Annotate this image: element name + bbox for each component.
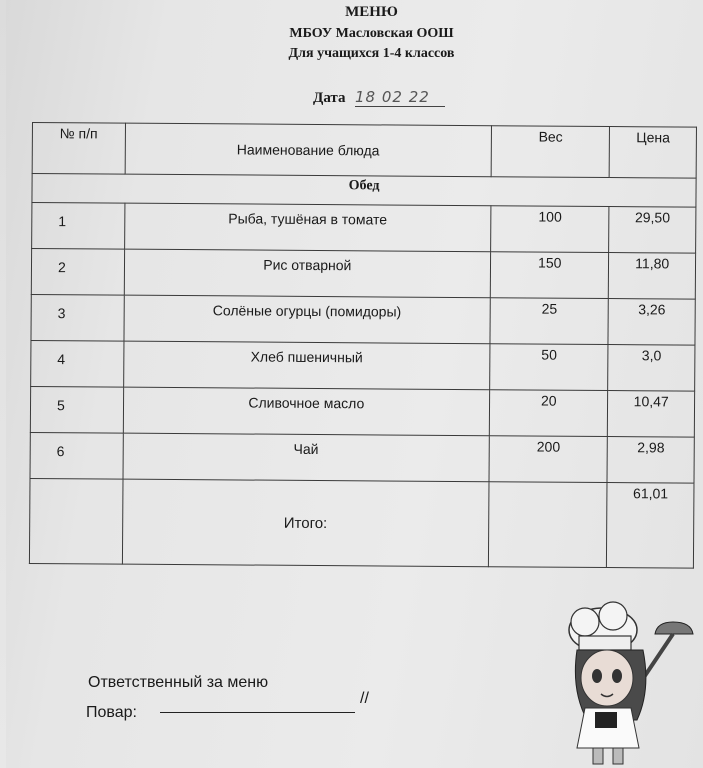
- dish-name: Рыба, тушёная в томате: [124, 203, 491, 252]
- dish-price: 2,98: [607, 437, 694, 484]
- table-row: [31, 340, 695, 391]
- table-row: [30, 386, 694, 437]
- table-row: [31, 294, 695, 345]
- column-header-dish: Наименование блюда: [125, 123, 492, 177]
- dish-name: Сливочное масло: [123, 387, 490, 436]
- column-header-number: № п/п: [32, 123, 125, 175]
- dish-weight: 50: [490, 344, 609, 391]
- row-number: 4: [31, 340, 124, 387]
- responsible-label: Ответственный за меню: [88, 674, 269, 691]
- row-number: 6: [30, 432, 123, 479]
- dish-price: 3,26: [608, 299, 695, 346]
- total-empty-cell: [29, 478, 122, 564]
- signature-line: [160, 712, 355, 713]
- dish-weight: 25: [490, 298, 609, 345]
- date-value: 18 02 22: [355, 88, 445, 107]
- row-number: 3: [31, 294, 124, 341]
- section-lunch: Обед: [32, 174, 696, 208]
- row-number: 2: [31, 249, 124, 296]
- section-row: [32, 174, 696, 208]
- dish-price: 29,50: [609, 207, 696, 254]
- cook-label: Повар:: [86, 704, 137, 721]
- column-header-weight: Вес: [491, 126, 610, 178]
- dish-name: Чай: [123, 433, 490, 482]
- menu-title: МЕНЮ: [345, 4, 398, 20]
- menu-table: [29, 122, 697, 569]
- table-row: [31, 249, 695, 300]
- dish-weight: 100: [491, 206, 610, 253]
- table-row: [32, 203, 696, 254]
- row-number: 5: [30, 386, 123, 433]
- school-name: МБОУ Масловская ООШ: [289, 26, 454, 41]
- date-label: Дата: [313, 90, 346, 106]
- table-header-row: [32, 123, 696, 179]
- column-header-price: Цена: [609, 127, 696, 179]
- total-row: [29, 478, 694, 568]
- dish-price: 11,80: [609, 253, 696, 300]
- total-weight-cell: [489, 482, 608, 568]
- dish-price: 3,0: [608, 345, 695, 392]
- signature-slash: //: [360, 690, 369, 707]
- row-number: 1: [32, 203, 125, 250]
- dish-weight: 150: [490, 252, 609, 299]
- dish-name: Хлеб пшеничный: [123, 341, 490, 390]
- dish-weight: 200: [489, 436, 608, 483]
- table-row: [30, 432, 694, 483]
- total-label: Итого:: [122, 479, 489, 567]
- total-value: 61,01: [607, 483, 694, 569]
- chef-girl-illustration: [555, 600, 703, 768]
- audience-label: Для учащихся 1-4 классов: [288, 46, 455, 61]
- dish-name: Солёные огурцы (помидоры): [123, 295, 490, 344]
- dish-name: Рис отварной: [124, 249, 491, 298]
- dish-weight: 20: [489, 390, 608, 437]
- dish-price: 10,47: [608, 391, 695, 438]
